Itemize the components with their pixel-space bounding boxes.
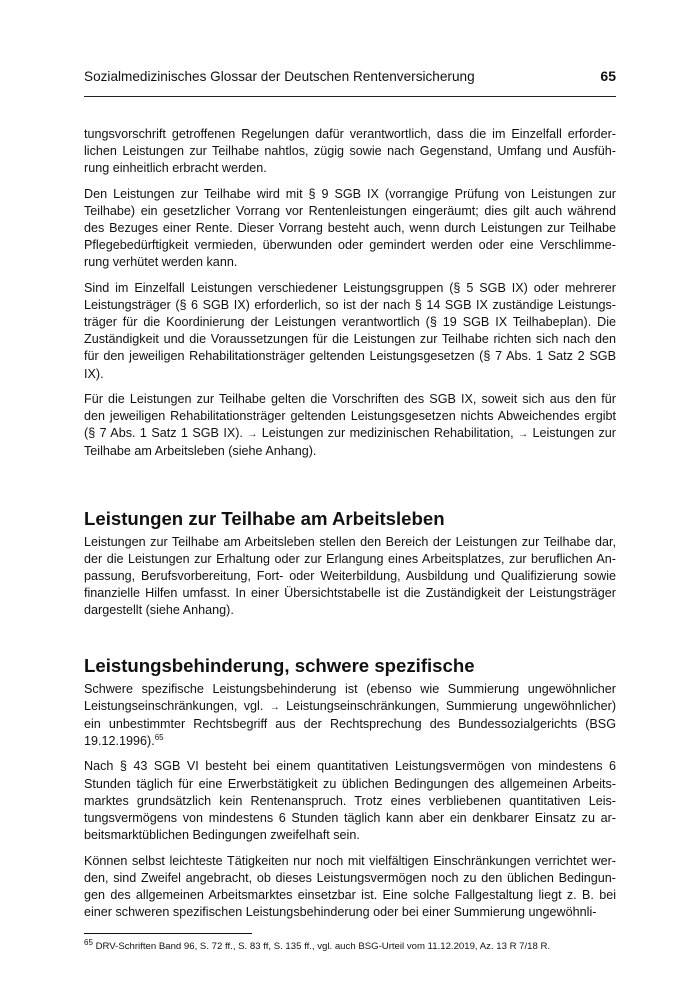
paragraph xyxy=(84,391,616,461)
paragraph: Den Leistungen zur Teilhabe wird mit § 9 SGB IX (vorrangige Prüfung von Leistungen zur Teilhabe) ein gesetzlicher Vorrang vor Rentenleistungen eingeräumt; dies gilt auch während des Bezuges einer Rente. Dieser Vorrang besteht auch, wenn durch Leistungen zur Teilhabe Pflegebedürftigkeit vermieden, überwunden oder gemindert werden oder eine Verschlimme-rung verhütet werden kann. xyxy=(84,186,616,270)
paragraph: Können selbst leichteste Tätigkeiten nur noch mit vielfältigen Einschränkungen verrichtet wer-den, sind Zweifel angebracht, ob dieses Leistungsvermögen noch zu den üblichen Bedingun-gen des allgemeinen Arbeitsmarktes einsetzbar ist. Eine solche Fallgestaltung liegt z. B. bei einer schweren spezifischen Leistungsbehinderung oder bei einer Summierung ungewöhnli- xyxy=(84,853,616,920)
cross-reference-link[interactable]: Leistungen zur Teilhabe am Arbeitsleben (siehe Anhang). xyxy=(84,426,617,459)
section-heading: Leistungen zur Teilhabe am Arbeitsleben xyxy=(84,507,445,529)
paragraph: Sind im Einzelfall Leistungen verschiedener Leistungsgruppen (§ 5 SGB IX) oder mehrerer Leistungsträger (§ 6 SGB IX) erforderlich, so ist der nach § 14 SGB IX zuständige Leistungs-träger für die Koordinierung der Leistungen verantwortlich (§ 19 SGB IX Teilhabeplan). Die Zuständigkeit und die Voraussetzungen für die Leistungen zur Teilhabe richten sich nach den für den jeweiligen Rehabilitationsträger geltenden Leistungsgesetzen (§ 7 Abs. 1 Satz 2 SGB IX). xyxy=(84,280,616,381)
footnote xyxy=(84,937,644,953)
cross-reference-link[interactable]: Leistungen zur medizinischen Rehabilitation, xyxy=(261,426,514,441)
section-heading: Leistungsbehinderung, schwere spezifische xyxy=(84,654,475,676)
paragraph: Nach § 43 SGB VI besteht bei einem quantitativen Leistungsvermögen von mindestens 6 Stunden täglich für eine Erwerbstätigkeit zu üblichen Bedingungen des allgemeinen Arbeits-marktes grundsätzlich kein Rentenanspruch. Trotz eines verbliebenen quantitativen Leis-tungsvermögens von mindestens 6 Stunden täglich kann aber ein denkbarer Einsatz zu ar-beitsmarktüblichen Bedingungen zweifelhaft sein. xyxy=(84,759,616,843)
cross-reference-link[interactable]: Leistungseinschränkungen, Summierung ungewöhnlicher) ein unbestimmter Rechtsbegriff aus der Rechtsprechung des Bundessozialgerichts (BSG 19.12.1996). xyxy=(84,698,617,749)
page-number: 65 xyxy=(600,68,616,84)
footnote-reference[interactable]: 65 xyxy=(154,733,164,743)
paragraph: Leistungen zur Teilhabe am Arbeitsleben stellen den Bereich der Leistungen zur Teilhabe dar, der die Leistungen zur Erhaltung oder zur Erlangung eines Arbeitsplatzes, zur beruflichen An-passung, Berufsvorbereitung, Fort- oder Weiterbildung, Ausbildung und Qualifizierung sowie finanzielle Hilfen umfasst. In einer Übersichtstabelle ist die Zuständigkeit der Leistungsträger dargestellt (siehe Anhang). xyxy=(84,534,616,618)
paragraph xyxy=(84,681,616,751)
arrow-icon: → xyxy=(247,429,258,441)
footnote-divider xyxy=(84,933,252,934)
paragraph-text: Für die Leistungen zur Teilhabe gelten die Vorschriften des SGB IX, soweit sich aus den für den jeweiligen Rehabilitationsträger geltenden Leistungsgesetzen nichts Abweichendes ergibt (§ 7 Abs. 1 Satz 1 SGB IX). xyxy=(84,391,616,441)
arrow-icon: → xyxy=(518,429,529,441)
body-text xyxy=(84,126,616,929)
footnote-number: 65 xyxy=(84,937,93,947)
paragraph-text: Schwere spezifische Leistungsbehinderung ist (ebenso wie Summierung ungewöhnlicher Leistungseinschränkungen, vgl. xyxy=(84,681,616,713)
running-title: Sozialmedizinisches Glossar der Deutschen Rentenversicherung xyxy=(84,69,475,84)
arrow-icon: → xyxy=(269,701,280,713)
running-header xyxy=(84,68,616,97)
paragraph: tungsvorschrift getroffenen Regelungen dafür verantwortlich, dass die im Einzelfall erforder-lichen Leistungen zur Teilhabe nahtlos, zügig sowie nach Gegenstand, Umfang und Ausfüh-rung einheitlich erbracht werden. xyxy=(84,127,616,176)
footnote-text: DRV-Schriften Band 96, S. 72 ff., S. 83 ff, S. 135 ff., vgl. auch BSG-Urteil vom 11.12.2019, Az. 13 R 7/18 R. xyxy=(95,941,551,952)
